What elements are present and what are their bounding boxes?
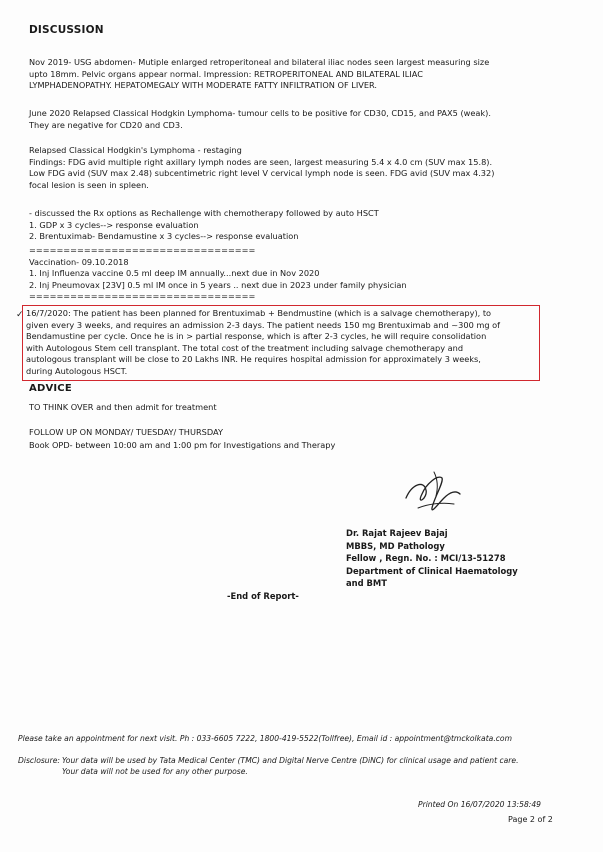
text-line: Vaccination- 09.10.2018 (29, 256, 129, 267)
printed-on: Printed On 16/07/2020 13:58:49 (418, 800, 541, 809)
text-line: upto 18mm. Pelvic organs appear normal. Impression: RETROPERITONEAL AND BILATERAL ILIAC (29, 68, 423, 79)
doctor-department: Department of Clinical Haematology (346, 565, 518, 576)
text-line: 1. Inj Influenza vaccine 0.5 ml deep IM annually...next due in Nov 2020 (29, 268, 320, 279)
tick-mark-icon: ✓ (16, 310, 24, 320)
text-line: Nov 2019- USG abdomen- Mutiple enlarged retroperitoneal and bilateral iliac nodes seen largest measuring size (29, 57, 490, 67)
discussion-heading: DISCUSSION (29, 24, 104, 36)
advice-heading: ADVICE (29, 383, 72, 394)
text-line: Relapsed Classical Hodgkin's Lymphoma - restaging (29, 145, 242, 155)
end-of-report: -End of Report- (227, 591, 299, 601)
doctor-name: Dr. Rajat Rajeev Bajaj (346, 528, 448, 538)
rx-options (29, 208, 544, 243)
text-line: with Autologous Stem cell transplant. The total cost of the treatment including salvage chemotherapy and (26, 342, 464, 353)
advice-text: TO THINK OVER and then admit for treatment (29, 402, 217, 412)
text-line: 2. Brentuximab- Bendamustine x 3 cycles--> response evaluation (29, 231, 299, 242)
restaging-paragraph (29, 145, 544, 191)
boxed-note (26, 308, 541, 378)
doctor-degree: MBBS, MD Pathology (346, 540, 445, 551)
text-line: LYMPHADENOPATHY. HEPATOMEGALY WITH MODERATE FATTY INFILTRATION OF LIVER. (29, 80, 378, 91)
separator-line: ================================= (29, 291, 256, 302)
text-line: Low FDG avid (SUV max 2.48) subcentimetric right level V cervical lymph node is seen. FDG avid (SUV max 4.32) (29, 168, 495, 179)
text-line: 2. Inj Pneumovax [23V] 0.5 ml IM once in 5 years .. next due in 2023 under family physician (29, 279, 407, 290)
text-line: Findings: FDG avid multiple right axillary lymph nodes are seen, largest measuring 5.4 x 4.0 cm (SUV max 15.8). (29, 156, 493, 167)
doctor-department-cont: and BMT (346, 578, 387, 589)
signature-icon (398, 468, 468, 518)
disclosure-label: Disclosure: (18, 756, 60, 765)
text-line: June 2020 Relapsed Classical Hodgkin Lymphoma- tumour cells to be positive for CD30, CD15, and PAX5 (weak). (29, 108, 491, 118)
text-line: 1. GDP x 3 cycles--> response evaluation (29, 219, 199, 230)
usg-paragraph (29, 57, 544, 92)
follow-up-booking: Book OPD- between 10:00 am and 1:00 pm for Investigations and Therapy (29, 440, 336, 450)
page-number: Page 2 of 2 (508, 815, 553, 824)
signature-block (346, 527, 518, 590)
disclosure-line-1: Your data will be used by Tata Medical Center (TMC) and Digital Nerve Centre (DiNC) for clinical usage and patient care. (62, 756, 519, 765)
disclosure-line-2: Your data will not be used for any other purpose. (62, 767, 248, 776)
text-line: - discussed the Rx options as Rechallenge with chemotherapy followed by auto HSCT (29, 208, 379, 218)
text-line: They are negative for CD20 and CD3. (29, 119, 183, 130)
text-line: 16/7/2020: The patient has been planned for Brentuximab + Bendmustine (which is a salvage chemotherapy), to (26, 308, 492, 318)
text-line: autologous transplant will be close to 20 Lakhs INR. He requires hospital admission for approximately 3 weeks, (26, 354, 481, 365)
text-line: given every 3 weeks, and requires an admission 2-3 days. The patient needs 150 mg Brentuximab and ~300 mg of (26, 319, 501, 330)
relapse-paragraph (29, 108, 544, 131)
text-line: during Autologous HSCT. (26, 365, 128, 376)
doctor-registration: Fellow , Regn. No. : MCI/13-51278 (346, 553, 506, 564)
appointment-note: Please take an appointment for next visit. Ph : 033-6605 7222, 1800-419-5522(Tollfree), Email id : appointment@tmckolkata.com (18, 734, 512, 743)
vaccination-section (29, 245, 544, 303)
text-line: focal lesion is seen in spleen. (29, 179, 149, 190)
follow-up-days: FOLLOW UP ON MONDAY/ TUESDAY/ THURSDAY (29, 427, 223, 437)
separator-line: ================================= (29, 245, 256, 255)
text-line: Bendamustine per cycle. Once he is in > partial response, which is after 2-3 cycles, he will require consolidation (26, 331, 487, 342)
